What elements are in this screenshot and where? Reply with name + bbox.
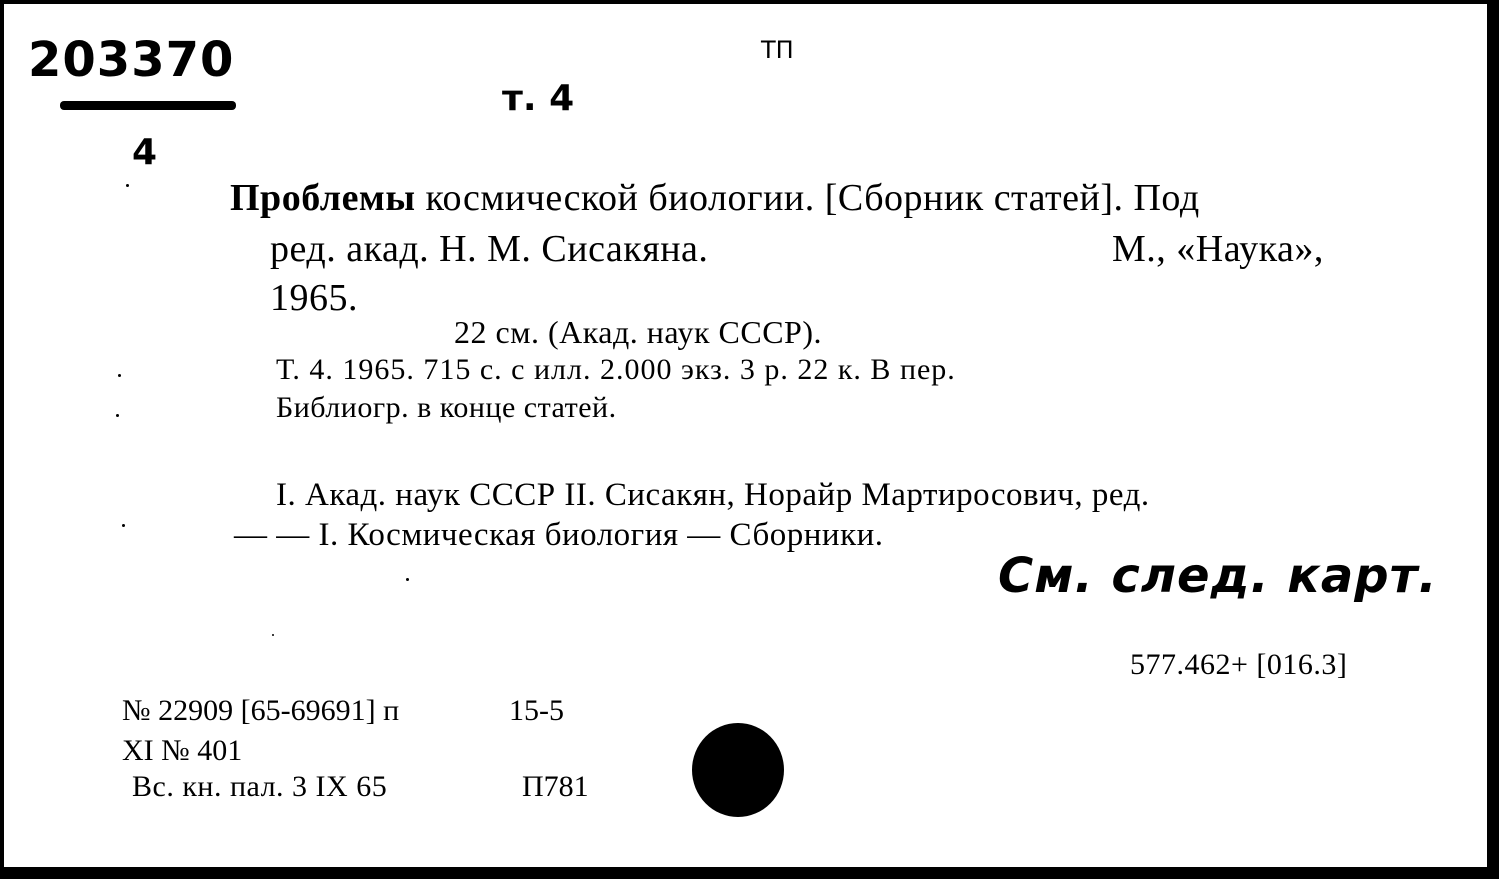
book-chamber-date: Вс. кн. пал. 3 IX 65	[132, 770, 388, 803]
title-rest: космической биологии. [Сборник статей]. Под	[425, 177, 1200, 219]
bibliography-note: Библиогр. в конце статей.	[276, 391, 617, 424]
scan-speck	[272, 634, 274, 636]
publisher-statement: М., «Наука»,	[1112, 228, 1324, 270]
print-order-number: № 22909 [65-69691] п	[122, 694, 400, 727]
volume-description: Т. 4. 1965. 715 с. с илл. 2.000 экз. 3 р. 22 к. В пер.	[276, 353, 956, 386]
scan-speck	[116, 414, 119, 417]
punch-hole	[692, 723, 784, 817]
scan-speck	[118, 374, 121, 377]
physical-description: 22 см. (Акад. наук СССР).	[454, 314, 822, 350]
inventory-number: 203370	[28, 32, 235, 88]
tracing-line-1: I. Акад. наук СССР II. Сисакян, Норайр Мартиросович, ред.	[276, 477, 1150, 513]
volume-mark: т. 4	[502, 78, 575, 119]
inventory-sub-number: 4	[132, 132, 158, 173]
see-next-card-note: См. след. карт.	[998, 548, 1438, 604]
publication-year: 1965.	[270, 277, 358, 319]
scan-speck	[406, 578, 409, 581]
stamp-mark: ТП	[761, 36, 794, 64]
scan-speck	[122, 524, 125, 527]
classification-number: 577.462+ [016.3]	[1130, 648, 1348, 681]
editor-statement: ред. акад. Н. М. Сисакяна.	[270, 228, 709, 270]
tracing-line-2: — — I. Космическая биология — Сборники.	[234, 517, 884, 553]
print-plate-code: П781	[522, 770, 589, 803]
scan-speck	[126, 184, 129, 187]
title-heading-word: Проблемы	[230, 177, 416, 219]
title-line	[230, 176, 1200, 220]
print-code: 15-5	[509, 694, 564, 727]
print-series-number: XI № 401	[122, 734, 243, 767]
inventory-underline	[60, 101, 236, 110]
